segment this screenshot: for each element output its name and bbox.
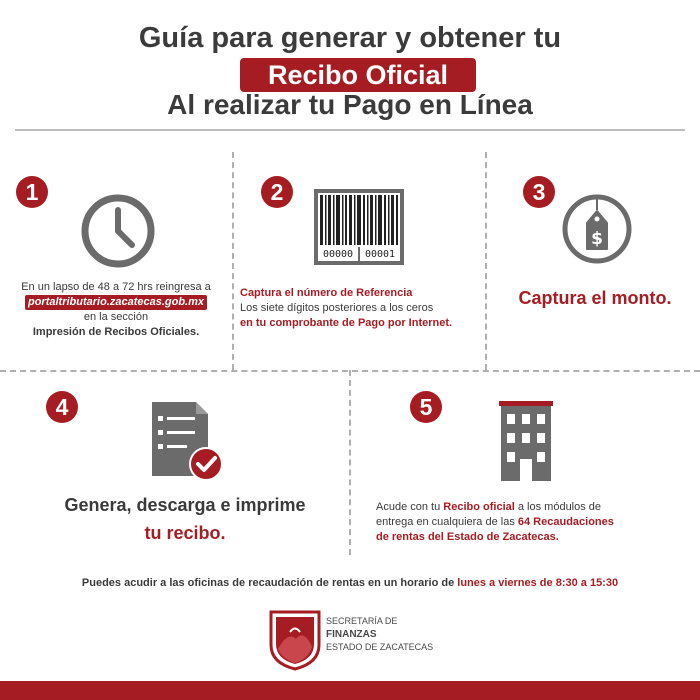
step-2-number: 2: [261, 176, 293, 208]
finanzas-logo-text: [326, 615, 433, 654]
step-1-line-c: Impresión de Recibos Oficiales.: [32, 326, 200, 338]
building-icon: [499, 401, 553, 481]
divider-2-3: [485, 152, 487, 370]
step-3-number: 3: [523, 176, 555, 208]
price-tag-icon: [561, 193, 633, 265]
logo-line-2: FINANZAS: [326, 629, 377, 640]
divider-4-5: [349, 370, 351, 555]
document-check-icon: [150, 400, 226, 484]
title-line-1: Guía para generar y obtener tu: [138, 22, 562, 54]
step-1-line-a: En un lapso de 48 a 72 hrs reingresa a: [21, 281, 211, 293]
finanzas-logo-emblem: [268, 609, 322, 671]
header-divider: [15, 129, 685, 131]
step-5-part-f: de rentas del Estado de Zacatecas.: [376, 531, 559, 543]
barcode-number-right: 00001: [364, 249, 396, 260]
logo-line-3: ESTADO DE ZACATECAS: [326, 642, 434, 652]
step-5-part-e: 64 Recaudaciones: [517, 516, 614, 528]
step-5-part-c: a los módulos de: [517, 501, 602, 513]
step-2-line-c: en tu comprobante de Pago por Internet.: [240, 317, 453, 329]
step-2-line-b: Los siete dígitos posteriores a los ceros: [240, 302, 434, 314]
step-3-text: Captura el monto.: [518, 288, 672, 308]
title-line-3: Al realizar tu Pago en Línea: [167, 89, 533, 120]
schedule-note-a: Puedes acudir a las oficinas de recaudación de rentas en un horario de: [81, 577, 455, 589]
step-1-number: 1: [16, 176, 48, 208]
schedule-note-b: lunes a viernes de 8:30 a 15:30: [457, 577, 619, 589]
step-4-number: 4: [46, 391, 78, 423]
step-5-part-a: Acude con tu: [376, 501, 441, 513]
title-highlight: Recibo Oficial: [240, 58, 476, 92]
step-5-text: [376, 500, 666, 545]
step-5-part-d: entrega en cualquiera de las: [376, 516, 515, 528]
portal-url: portaltributario.zacatecas.gob.mx: [25, 295, 207, 310]
step-1-line-b: en la sección: [83, 311, 149, 323]
barcode-icon: [314, 189, 404, 265]
schedule-note: [0, 577, 700, 589]
step-2-text: [240, 286, 478, 331]
step-4-line-b: tu recibo.: [144, 523, 226, 543]
barcode-number-left: 00000: [322, 249, 354, 260]
bottom-bar: [0, 681, 700, 700]
logo-line-1: SECRETARÍA DE: [326, 616, 398, 626]
divider-1-2: [232, 152, 234, 370]
step-1-text: [2, 280, 230, 340]
step-5-part-b: Recibo oficial: [443, 501, 515, 513]
step-2-line-a: Captura el número de Referencia: [240, 287, 413, 299]
step-5-number: 5: [410, 391, 442, 423]
step-4-line-a: Genera, descarga e imprime: [64, 495, 306, 515]
clock-icon: [80, 193, 156, 269]
svg-text:$: $: [591, 229, 603, 249]
